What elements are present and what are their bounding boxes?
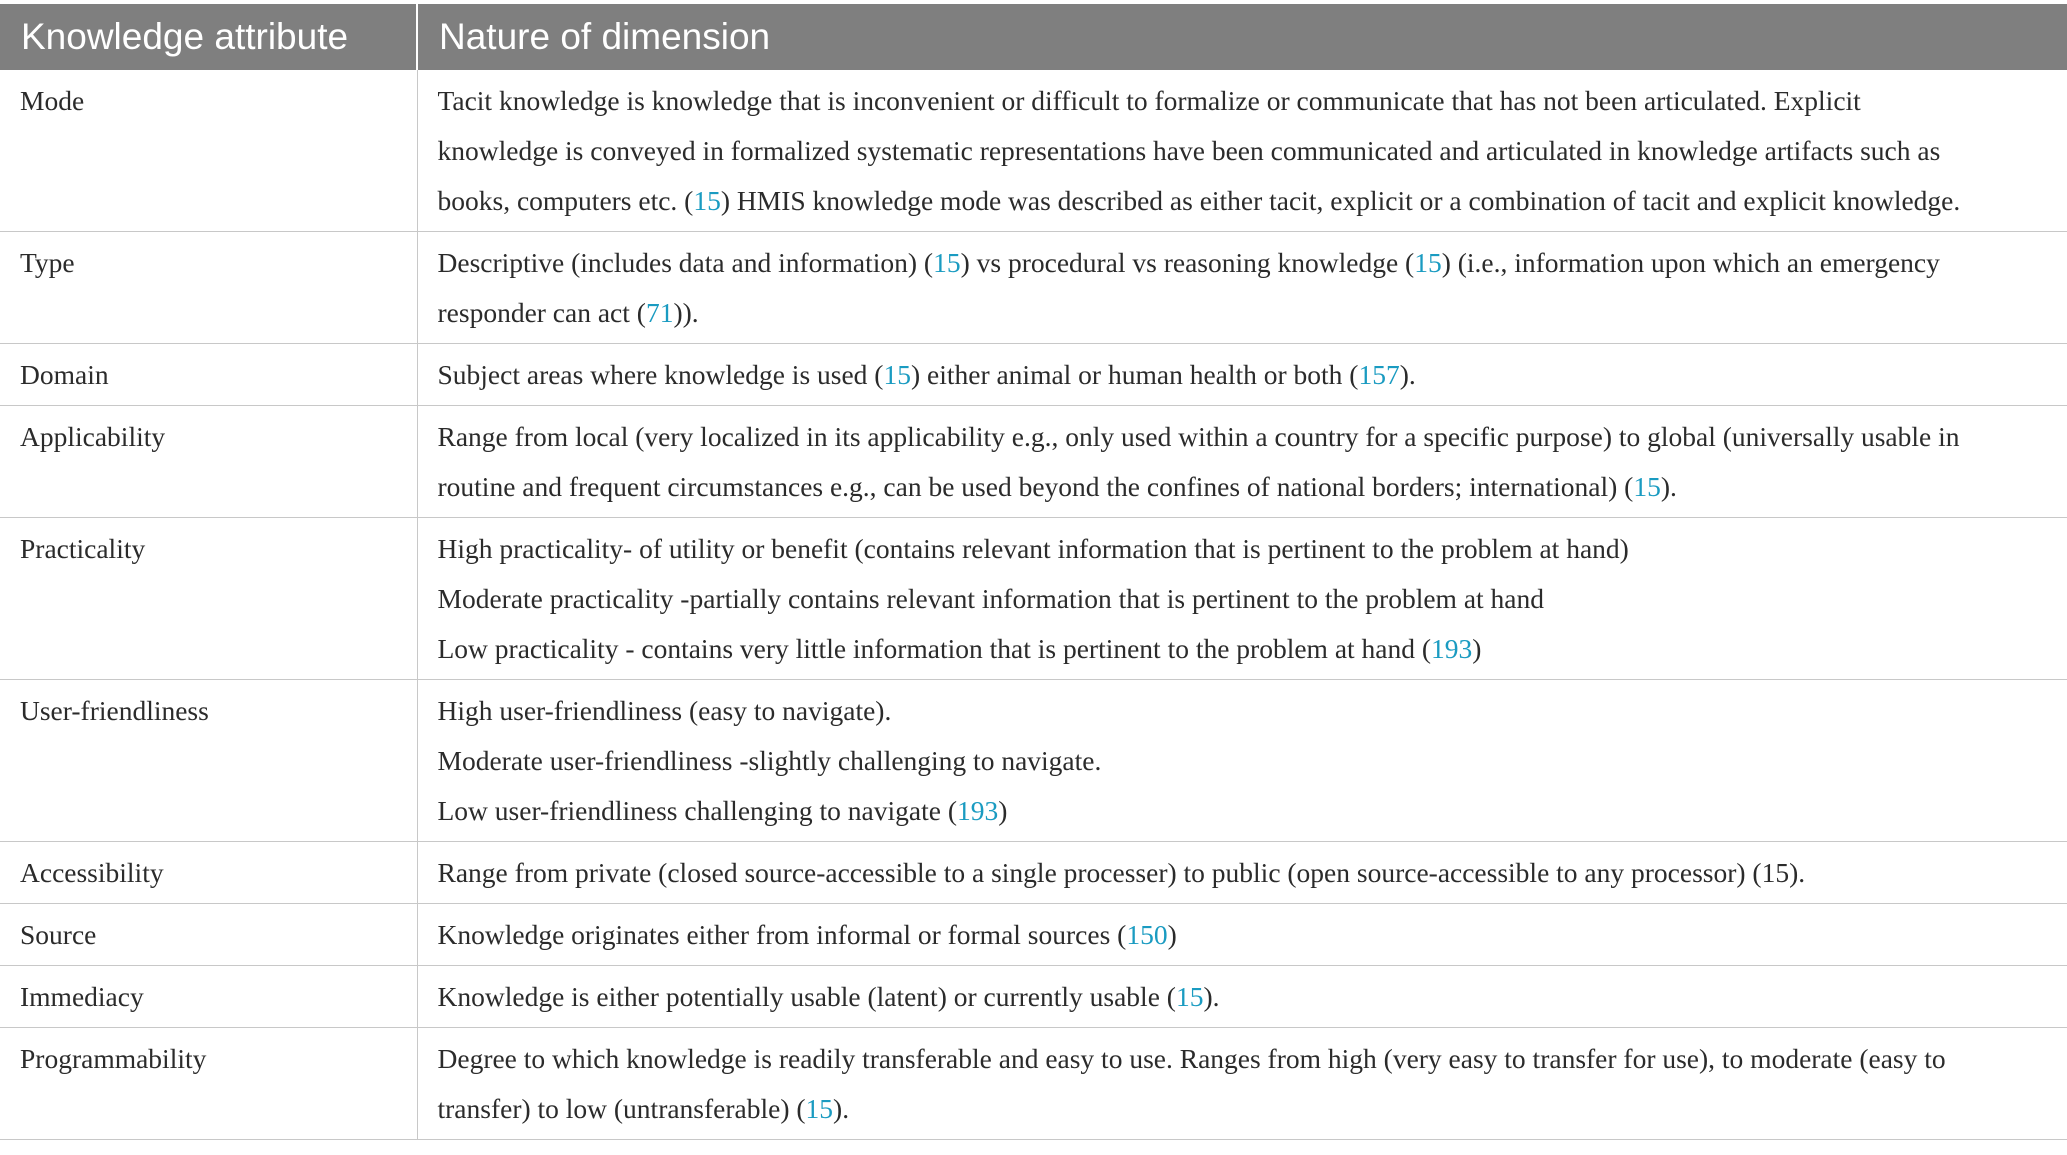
- text-segment: Tacit knowledge is knowledge that is inconvenient or difficult to formalize or communicate that has not been articulated. Explicit: [437, 85, 1861, 116]
- dimension-text-line: [438, 910, 2058, 960]
- attribute-cell: Source: [0, 904, 417, 966]
- text-segment: ) (i.e., information upon which an emergency: [1441, 247, 1940, 278]
- dimension-text-line: [438, 848, 2058, 898]
- table-row: [0, 518, 2067, 680]
- text-segment: High user-friendliness (easy to navigate).: [437, 695, 892, 726]
- dimension-text-line: [438, 624, 2058, 674]
- reference-link[interactable]: 15: [1633, 471, 1661, 502]
- text-segment: ) HMIS knowledge mode was described as either tacit, explicit or a combination of tacit and explicit knowledge.: [720, 185, 1961, 216]
- text-segment: knowledge is conveyed in formalized systematic representations have been communicated and articulated in knowledge artifacts such as: [437, 135, 1941, 166]
- dimension-text-line: [438, 126, 2058, 176]
- text-segment: ): [998, 795, 1008, 826]
- knowledge-attributes-table: [0, 4, 2067, 1140]
- reference-link[interactable]: 15: [1414, 247, 1442, 278]
- text-segment: ).: [833, 1093, 850, 1124]
- dimension-text-line: [438, 1084, 2058, 1134]
- reference-link[interactable]: 193: [957, 795, 999, 826]
- attribute-cell: Programmability: [0, 1028, 417, 1140]
- table-row: [0, 842, 2067, 904]
- dimension-cell: [417, 232, 2067, 344]
- reference-link[interactable]: 15: [933, 247, 961, 278]
- dimension-cell: [417, 966, 2067, 1028]
- text-segment: Range from local (very localized in its applicability e.g., only used within a country for a specific purpose) to global (universally usable in: [437, 421, 1960, 452]
- attribute-cell: Type: [0, 232, 417, 344]
- dimension-cell: [417, 344, 2067, 406]
- reference-link[interactable]: 71: [645, 297, 674, 328]
- text-segment: books, computers etc. (: [437, 185, 694, 216]
- text-segment: ).: [1399, 359, 1416, 390]
- dimension-cell: [417, 518, 2067, 680]
- table-row: [0, 680, 2067, 842]
- header-knowledge-attribute: Knowledge attribute: [0, 4, 417, 70]
- dimension-text-line: [438, 238, 2058, 288]
- attribute-cell: User-friendliness: [0, 680, 417, 842]
- header-nature-of-dimension: Nature of dimension: [417, 4, 2067, 70]
- table-row: [0, 344, 2067, 406]
- reference-link[interactable]: 15: [693, 185, 721, 216]
- dimension-text-line: [438, 686, 2058, 736]
- text-segment: Low user-friendliness challenging to navigate (: [437, 795, 957, 826]
- table-row: [0, 70, 2067, 232]
- text-segment: responder can act (: [437, 297, 646, 328]
- text-segment: Degree to which knowledge is readily transferable and easy to use. Ranges from high (very easy to transfer for use), to moderate (easy to: [437, 1043, 1946, 1074]
- dimension-text-line: [438, 462, 2058, 512]
- attribute-cell: Domain: [0, 344, 417, 406]
- table-header-row: [0, 4, 2067, 70]
- dimension-text-line: [438, 972, 2058, 1022]
- attribute-cell: Practicality: [0, 518, 417, 680]
- dimension-text-line: [438, 288, 2058, 338]
- reference-link[interactable]: 15: [805, 1093, 834, 1124]
- text-segment: Moderate user-friendliness -slightly challenging to navigate.: [437, 745, 1102, 776]
- dimension-text-line: [438, 574, 2058, 624]
- text-segment: Descriptive (includes data and information) (: [437, 247, 934, 278]
- dimension-text-line: [438, 76, 2058, 126]
- attribute-cell: Mode: [0, 70, 417, 232]
- text-segment: transfer) to low (untransferable) (: [437, 1093, 806, 1124]
- dimension-text-line: [438, 176, 2058, 226]
- dimension-cell: [417, 680, 2067, 842]
- text-segment: Range from private (closed source-accessible to a single processer) to public (open source-accessible to any processor) (15).: [437, 857, 1806, 888]
- text-segment: Moderate practicality -partially contains relevant information that is pertinent to the problem at hand: [437, 583, 1544, 614]
- text-segment: ).: [1660, 471, 1677, 502]
- text-segment: ) vs procedural vs reasoning knowledge (: [960, 247, 1415, 278]
- reference-link[interactable]: 193: [1431, 633, 1473, 664]
- dimension-cell: [417, 70, 2067, 232]
- reference-link[interactable]: 15: [883, 359, 911, 390]
- text-segment: ): [1472, 633, 1482, 664]
- text-segment: ) either animal or human health or both (: [910, 359, 1359, 390]
- text-segment: Subject areas where knowledge is used (: [437, 359, 884, 390]
- text-segment: Knowledge is either potentially usable (latent) or currently usable (: [437, 981, 1176, 1012]
- attribute-cell: Immediacy: [0, 966, 417, 1028]
- dimension-cell: [417, 406, 2067, 518]
- dimension-text-line: [438, 786, 2058, 836]
- table-row: [0, 406, 2067, 518]
- dimension-text-line: [438, 350, 2058, 400]
- text-segment: Knowledge originates either from informal or formal sources (: [437, 919, 1127, 950]
- table-row: [0, 1028, 2067, 1140]
- text-segment: routine and frequent circumstances e.g., can be used beyond the confines of national borders; international) (: [437, 471, 1634, 502]
- dimension-text-line: [438, 736, 2058, 786]
- dimension-cell: [417, 842, 2067, 904]
- text-segment: Low practicality - contains very little information that is pertinent to the problem at hand (: [437, 633, 1432, 664]
- attribute-cell: Accessibility: [0, 842, 417, 904]
- table-body: [0, 70, 2067, 1140]
- table-row: [0, 904, 2067, 966]
- dimension-cell: [417, 1028, 2067, 1140]
- table-row: [0, 232, 2067, 344]
- text-segment: ): [1167, 919, 1177, 950]
- attribute-cell: Applicability: [0, 406, 417, 518]
- dimension-text-line: [438, 1034, 2058, 1084]
- text-segment: High practicality- of utility or benefit (contains relevant information that is pertinent to the problem at hand): [437, 533, 1629, 564]
- dimension-text-line: [438, 524, 2058, 574]
- table-row: [0, 966, 2067, 1028]
- dimension-cell: [417, 904, 2067, 966]
- reference-link[interactable]: 157: [1358, 359, 1400, 390]
- reference-link[interactable]: 150: [1126, 919, 1168, 950]
- text-segment: )).: [673, 297, 699, 328]
- text-segment: ).: [1203, 981, 1220, 1012]
- dimension-text-line: [438, 412, 2058, 462]
- reference-link[interactable]: 15: [1175, 981, 1204, 1012]
